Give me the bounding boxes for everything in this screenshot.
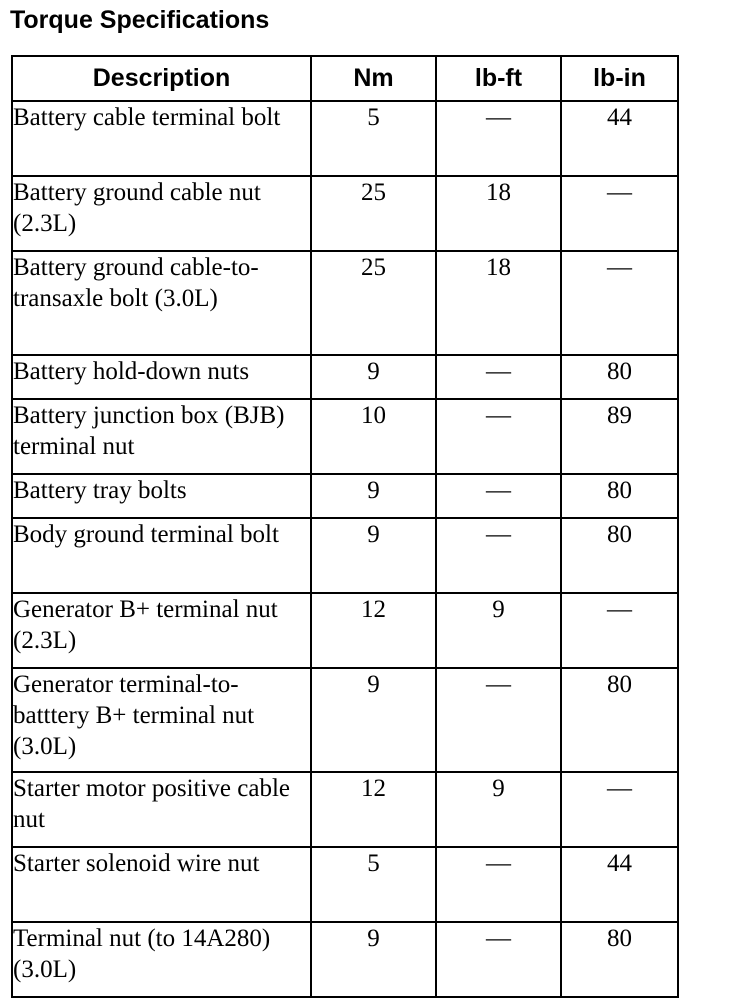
table-row [12,355,678,399]
lbin-cell: — [561,772,678,847]
description-cell: Generator B+ terminal nut (2.3L) [12,593,311,668]
lbft-cell: — [436,399,561,474]
lbft-cell: 9 [436,593,561,668]
table-row [12,922,678,997]
lbin-cell: — [561,251,678,355]
lbin-cell: — [561,593,678,668]
table-row [12,474,678,518]
nm-cell: 25 [311,176,436,251]
lbin-cell: 80 [561,922,678,997]
lbft-cell: 18 [436,176,561,251]
description-cell: Generator terminal-to-batttery B+ terminal nut (3.0L) [12,668,311,772]
table-row [12,772,678,847]
table-row [12,593,678,668]
column-header-description: Description [12,56,311,101]
description-cell: Battery cable terminal bolt [12,101,311,176]
lbft-cell: — [436,355,561,399]
description-cell: Terminal nut (to 14A280) (3.0L) [12,922,311,997]
lbin-cell: 89 [561,399,678,474]
lbft-cell: 9 [436,772,561,847]
lbin-cell: 80 [561,474,678,518]
description-cell: Battery junction box (BJB) terminal nut [12,399,311,474]
table-row [12,399,678,474]
nm-cell: 9 [311,355,436,399]
lbft-cell: — [436,518,561,593]
nm-cell: 25 [311,251,436,355]
lbin-cell: 80 [561,668,678,772]
lbft-cell: — [436,474,561,518]
description-cell: Battery tray bolts [12,474,311,518]
table-row [12,668,678,772]
table-row [12,176,678,251]
nm-cell: 9 [311,922,436,997]
lbin-cell: — [561,176,678,251]
table-row [12,101,678,176]
nm-cell: 5 [311,847,436,922]
lbin-cell: 80 [561,355,678,399]
lbft-cell: — [436,668,561,772]
lbin-cell: 44 [561,847,678,922]
nm-cell: 10 [311,399,436,474]
description-cell: Battery ground cable nut (2.3L) [12,176,311,251]
lbin-cell: 80 [561,518,678,593]
nm-cell: 12 [311,593,436,668]
table-row [12,251,678,355]
description-cell: Starter motor positive cable nut [12,772,311,847]
nm-cell: 9 [311,518,436,593]
column-header-lbin: lb-in [561,56,678,101]
description-cell: Battery ground cable-to-transaxle bolt (3.0L) [12,251,311,355]
page-title: Torque Specifications [10,6,270,34]
nm-cell: 5 [311,101,436,176]
description-cell: Starter solenoid wire nut [12,847,311,922]
description-cell: Battery hold-down nuts [12,355,311,399]
column-header-lbft: lb-ft [436,56,561,101]
nm-cell: 12 [311,772,436,847]
lbft-cell: — [436,101,561,176]
description-cell: Body ground terminal bolt [12,518,311,593]
lbft-cell: — [436,922,561,997]
nm-cell: 9 [311,474,436,518]
lbin-cell: 44 [561,101,678,176]
lbft-cell: 18 [436,251,561,355]
table-row [12,518,678,593]
column-header-nm: Nm [311,56,436,101]
lbft-cell: — [436,847,561,922]
torque-spec-table [11,55,679,998]
nm-cell: 9 [311,668,436,772]
header-row [12,56,678,101]
table-row [12,847,678,922]
